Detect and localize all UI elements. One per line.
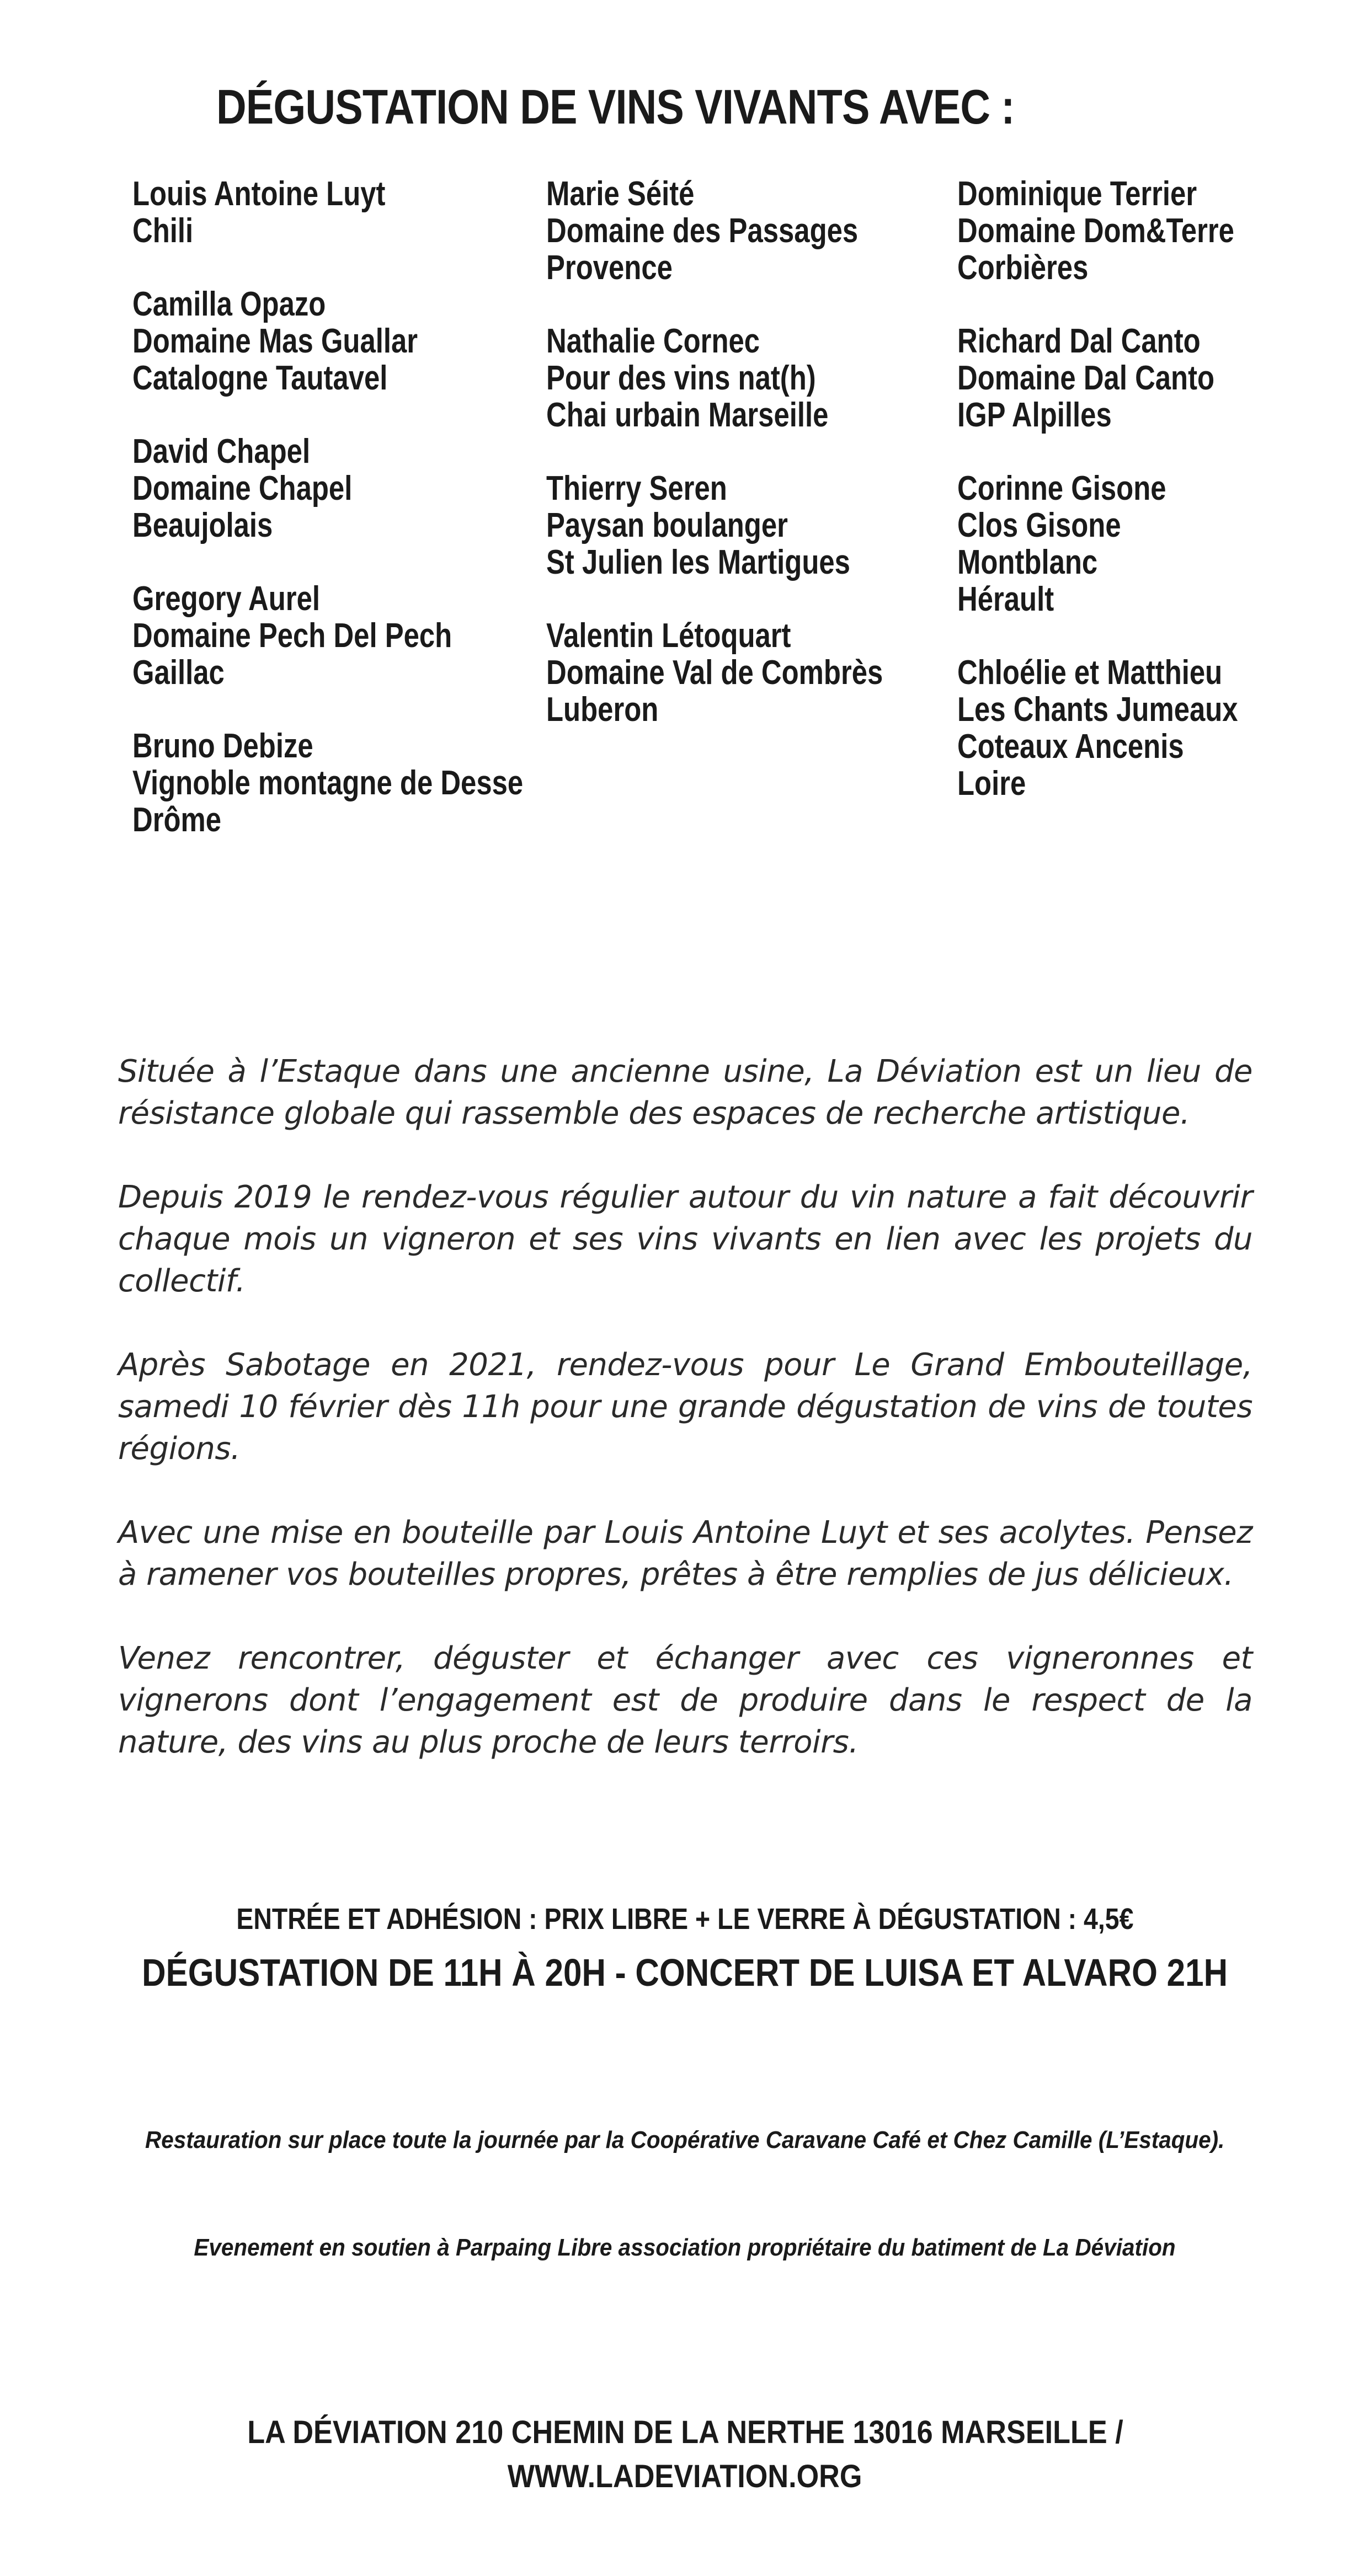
vintner-region: Gaillac [132,654,225,692]
vintner-domain: Domaine Mas Guallar [132,322,418,360]
vintner-region: Luberon [546,691,659,729]
vintner-column-1 [132,175,609,875]
vintner-region: Beaujolais [132,506,273,544]
venue-address [0,2411,1370,2499]
vintner-entry [132,175,523,249]
vintner-name: Gregory Aurel [132,580,320,618]
event-description [118,1051,1252,1805]
vintner-area: Loire [957,765,1026,803]
vintner-column-2 [546,175,957,765]
vintner-entry [957,175,1238,286]
vintner-name: Marie Séité [546,175,695,213]
page-title: DÉGUSTATION DE VINS VIVANTS AVEC : [216,79,1015,134]
support-note [0,2234,1370,2262]
vintner-entry [132,580,523,691]
vintner-name: Dominique Terrier [957,175,1197,213]
vintner-column-3 [957,175,1299,838]
vintner-region: Chai urbain Marseille [546,396,829,434]
vintner-domain: Pour des vins nat(h) [546,359,816,397]
vintner-area: Hérault [957,580,1054,618]
vintner-domain: Domaine Val de Combrès [546,654,883,692]
vintner-domain: Paysan boulanger [546,506,788,544]
vintner-domain: Vignoble montagne de Desse [132,764,524,802]
vintner-entry [546,617,883,728]
vintner-name: Camilla Opazo [132,285,326,323]
website-link[interactable]: WWW.LADEVIATION.ORG [508,2459,862,2494]
vintner-domain: Clos Gisone [957,506,1121,544]
entry-price-line [0,1902,1370,1936]
description-paragraph: Avec une mise en bouteille par Louis Antoine Luyt et ses acolytes. Pensez à ramener vos bouteilles propres, prêtes à être remplies de jus délicieux. [118,1515,1252,1592]
hours-line [0,1950,1370,1995]
catering-text: Restauration sur place toute la journée par la Coopérative Caravane Café et Chez Camille (L’Estaque). [145,2126,1225,2153]
vintner-domain: Domaine Pech Del Pech [132,617,452,655]
entry-price-text: ENTRÉE ET ADHÉSION : PRIX LIBRE + LE VERRE À DÉGUSTATION : 4,5€ [236,1902,1134,1936]
vintner-entry [132,286,523,397]
vintner-entry [546,175,883,286]
vintner-region: Corbières [957,249,1089,287]
vintner-domain: Domaine des Passages [546,212,859,250]
vintner-entry [957,654,1238,802]
vintner-entry [132,728,523,838]
vintner-name: Valentin Létoquart [546,617,791,655]
vintner-domain: Domaine Dal Canto [957,359,1215,397]
vintner-name: Nathalie Cornec [546,322,760,360]
vintner-entry [957,470,1238,618]
vintner-name: Chloélie et Matthieu [957,654,1223,692]
vintner-region: Catalogne Tautavel [132,359,388,397]
vintner-region: St Julien les Martigues [546,543,850,581]
vintner-name: Richard Dal Canto [957,322,1201,360]
vintner-domain: Chili [132,212,194,250]
vintner-region: Coteaux Ancenis [957,728,1184,766]
vintner-name: Louis Antoine Luyt [132,175,386,213]
catering-note [0,2126,1370,2154]
hours-text: DÉGUSTATION DE 11H À 20H - CONCERT DE LUISA ET ALVARO 21H [142,1951,1228,1994]
vintner-region: IGP Alpilles [957,396,1112,434]
description-paragraph: Après Sabotage en 2021, rendez-vous pour Le Grand Embouteillage, samedi 10 février dès 11h pour une grande dégustation de vins de toutes régions. [118,1347,1252,1467]
vintner-entry [957,323,1238,434]
vintner-domain: Les Chants Jumeaux [957,691,1238,729]
vintner-domain: Domaine Chapel [132,469,353,507]
vintner-region: Montblanc [957,543,1098,581]
vintner-domain: Domaine Dom&Terre [957,212,1234,250]
vintner-entry [546,323,883,434]
vintner-region: Drôme [132,801,222,839]
description-paragraph: Venez rencontrer, déguster et échanger avec ces vigneronnes et vignerons dont l’engagement est de produire dans le respect de la nature, des vins au plus proche de leurs terroirs. [118,1640,1252,1760]
support-text: Evenement en soutien à Parpaing Libre association propriétaire du batiment de La Déviation [194,2234,1176,2261]
vintner-name: David Chapel [132,432,311,471]
vintner-entry [132,433,523,544]
description-paragraph: Depuis 2019 le rendez-vous régulier autour du vin nature a fait découvrir chaque mois un vigneron et ses vins vivants en lien avec les projets du collectif. [118,1179,1252,1299]
vintner-entry [546,470,883,581]
vintner-name: Corinne Gisone [957,469,1166,507]
description-paragraph: Située à l’Estaque dans une ancienne usine, La Déviation est un lieu de résistance globale qui rassemble des espaces de recherche artistique. [118,1054,1252,1131]
address-line: LA DÉVIATION 210 CHEMIN DE LA NERTHE 13016 MARSEILLE / [247,2414,1123,2450]
vintner-region: Provence [546,249,673,287]
vintner-name: Thierry Seren [546,469,727,507]
vintner-name: Bruno Debize [132,727,313,765]
